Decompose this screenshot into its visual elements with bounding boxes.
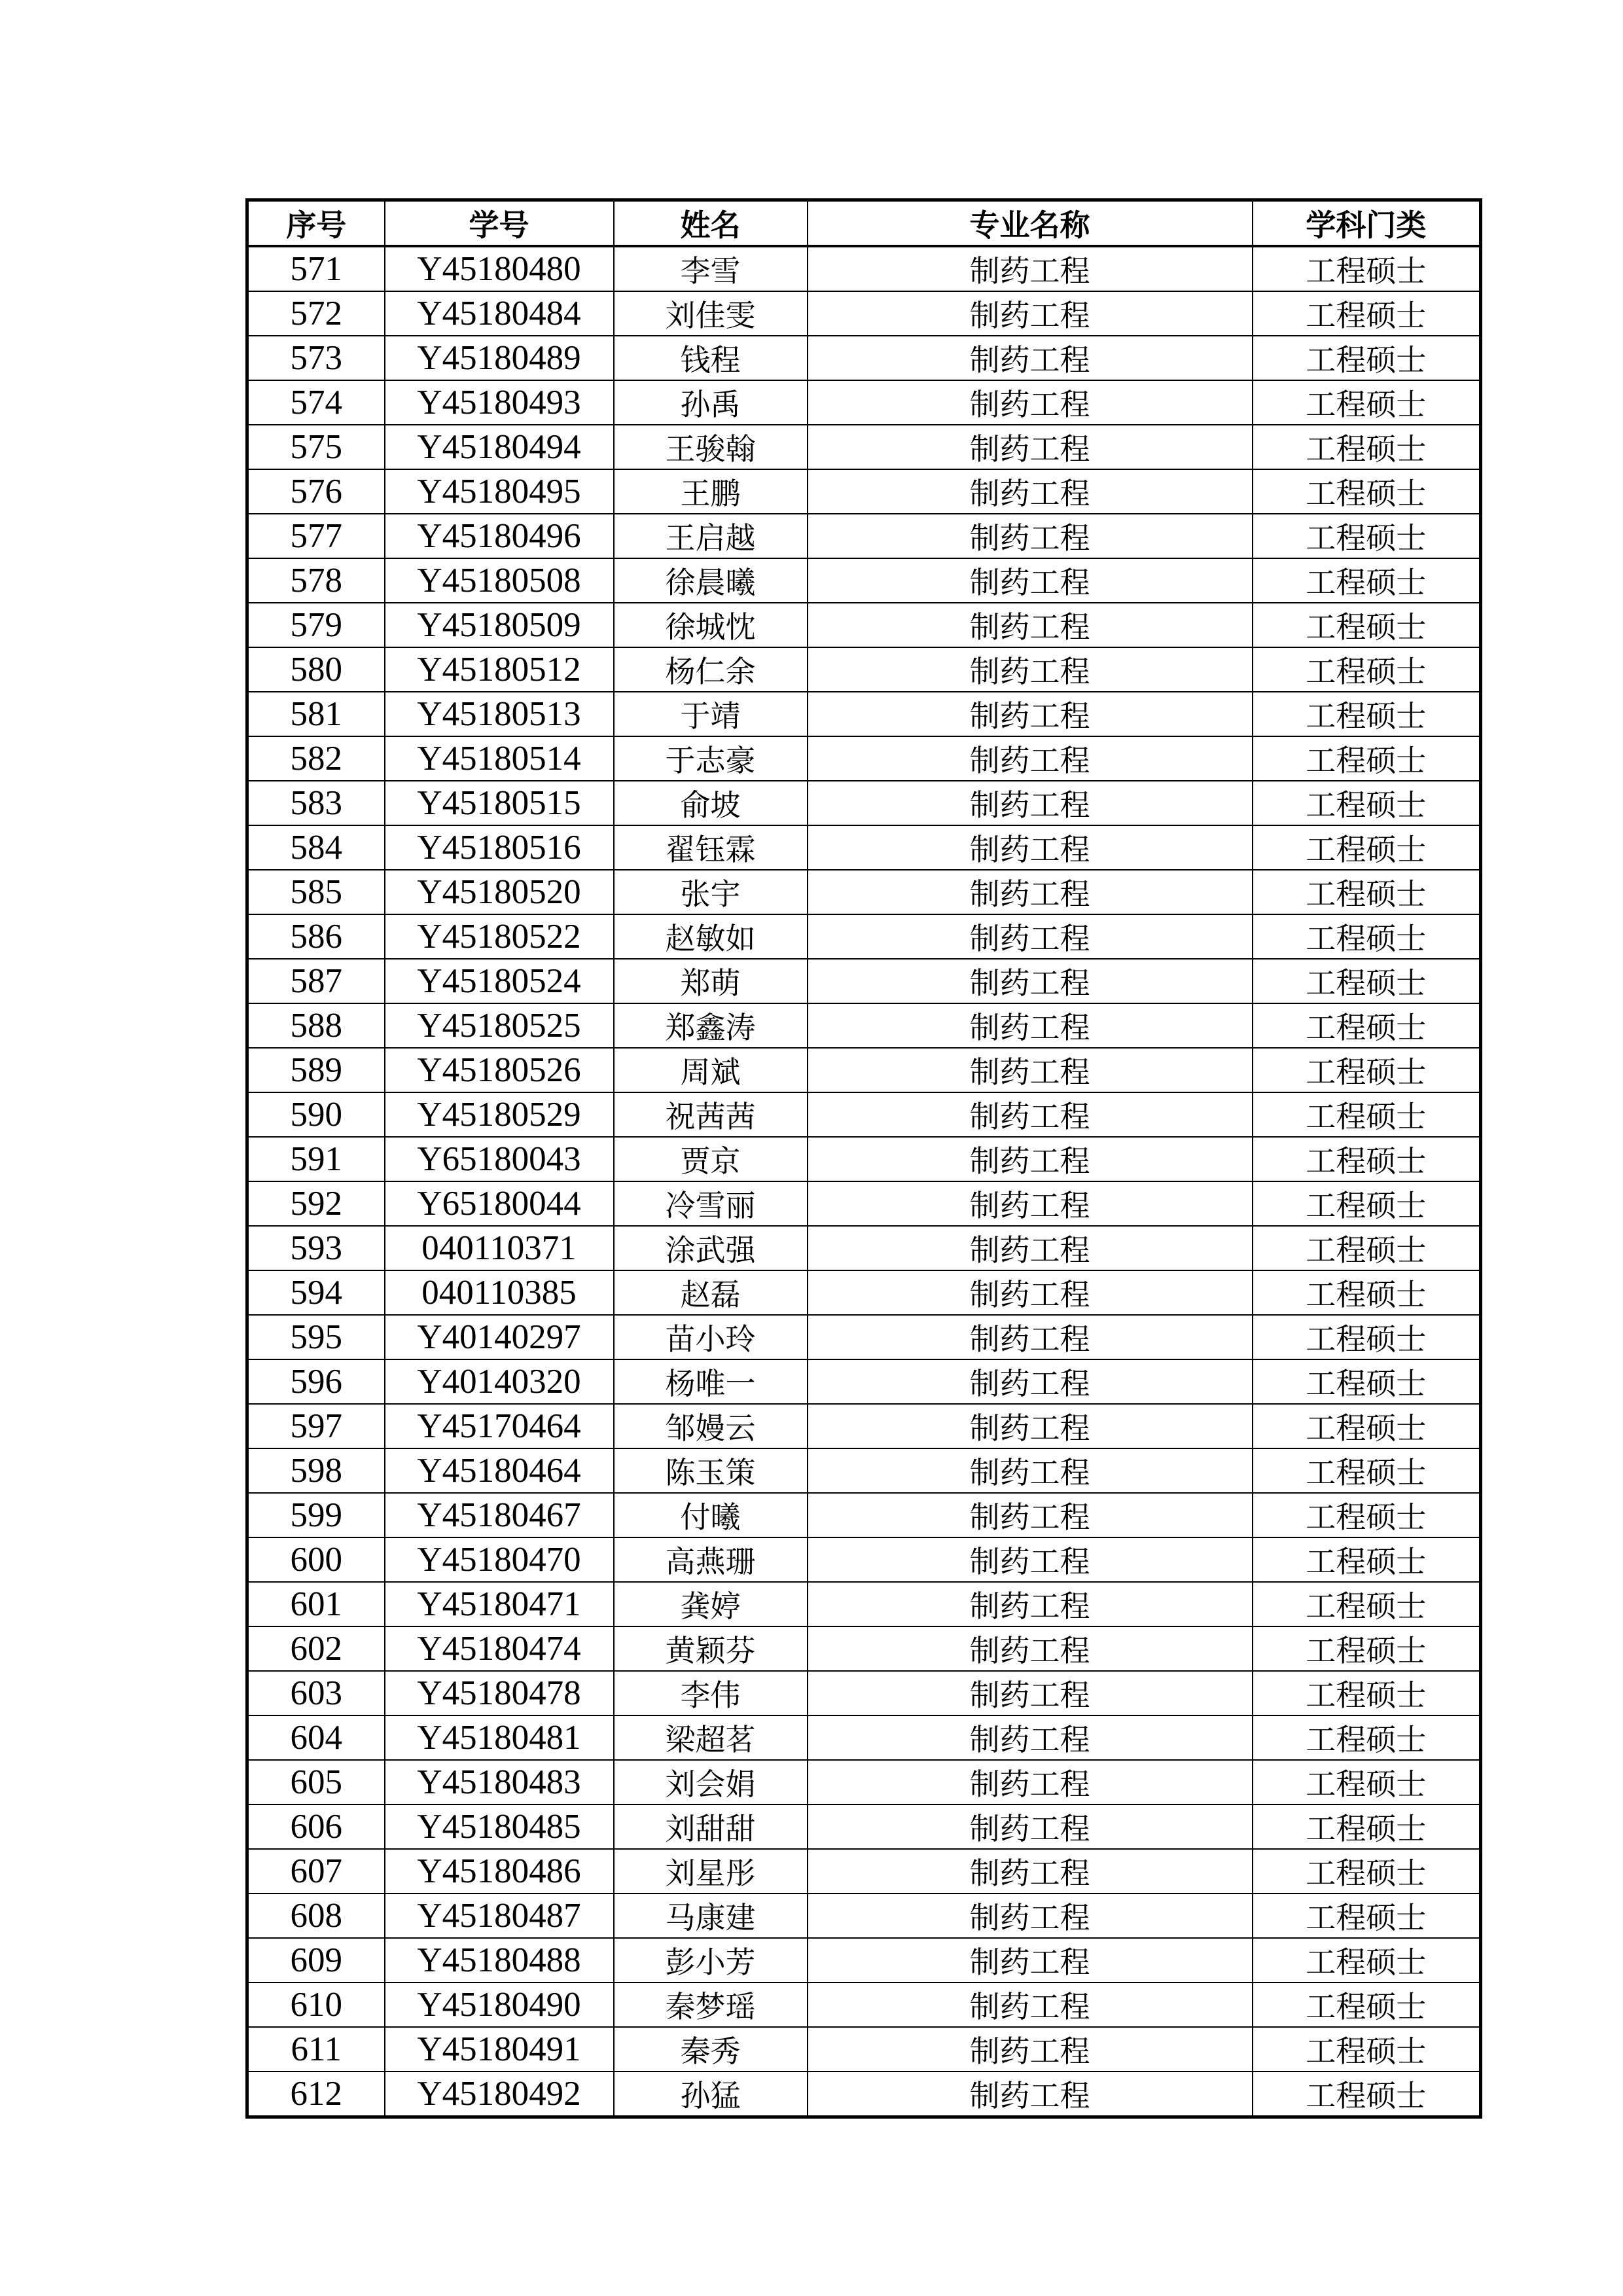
cell-index: 593 bbox=[247, 1226, 385, 1270]
cell-name: 李雪 bbox=[614, 246, 808, 291]
table-row bbox=[247, 1715, 1481, 1760]
cell-discipline: 工程硕士 bbox=[1253, 1893, 1481, 1938]
cell-name: 刘会娟 bbox=[614, 1760, 808, 1804]
cell-discipline: 工程硕士 bbox=[1253, 692, 1481, 736]
cell-student-id: Y45180487 bbox=[385, 1893, 614, 1938]
cell-student-id: Y45180490 bbox=[385, 1982, 614, 2027]
cell-major: 制药工程 bbox=[808, 914, 1253, 959]
cell-name: 赵磊 bbox=[614, 1270, 808, 1315]
cell-name: 黄颖芬 bbox=[614, 1626, 808, 1671]
cell-student-id: Y45180481 bbox=[385, 1715, 614, 1760]
cell-index: 604 bbox=[247, 1715, 385, 1760]
cell-major: 制药工程 bbox=[808, 380, 1253, 425]
cell-student-id: Y45180516 bbox=[385, 825, 614, 870]
table-row bbox=[247, 514, 1481, 558]
cell-major: 制药工程 bbox=[808, 1760, 1253, 1804]
cell-major: 制药工程 bbox=[808, 1582, 1253, 1626]
cell-name: 刘星彤 bbox=[614, 1849, 808, 1893]
cell-discipline: 工程硕士 bbox=[1253, 1448, 1481, 1493]
table-row bbox=[247, 1982, 1481, 2027]
cell-name: 付曦 bbox=[614, 1493, 808, 1537]
cell-discipline: 工程硕士 bbox=[1253, 736, 1481, 781]
cell-discipline: 工程硕士 bbox=[1253, 380, 1481, 425]
table-row bbox=[247, 1359, 1481, 1404]
cell-discipline: 工程硕士 bbox=[1253, 558, 1481, 603]
cell-name: 郑鑫涛 bbox=[614, 1003, 808, 1048]
cell-index: 584 bbox=[247, 825, 385, 870]
cell-student-id: 040110371 bbox=[385, 1226, 614, 1270]
cell-student-id: Y45180513 bbox=[385, 692, 614, 736]
cell-major: 制药工程 bbox=[808, 1893, 1253, 1938]
cell-index: 573 bbox=[247, 336, 385, 380]
cell-index: 610 bbox=[247, 1982, 385, 2027]
student-roster-table bbox=[245, 198, 1482, 2119]
cell-major: 制药工程 bbox=[808, 514, 1253, 558]
cell-major: 制药工程 bbox=[808, 603, 1253, 647]
cell-discipline: 工程硕士 bbox=[1253, 1982, 1481, 2027]
cell-index: 597 bbox=[247, 1404, 385, 1448]
table-row bbox=[247, 1893, 1481, 1938]
table-row bbox=[247, 781, 1481, 825]
cell-major: 制药工程 bbox=[808, 647, 1253, 692]
cell-name: 张宇 bbox=[614, 870, 808, 914]
table-row bbox=[247, 380, 1481, 425]
cell-student-id: Y45180480 bbox=[385, 246, 614, 291]
table-row bbox=[247, 870, 1481, 914]
cell-major: 制药工程 bbox=[808, 1626, 1253, 1671]
cell-student-id: Y45180464 bbox=[385, 1448, 614, 1493]
cell-student-id: Y45180467 bbox=[385, 1493, 614, 1537]
cell-name: 彭小芳 bbox=[614, 1938, 808, 1982]
cell-index: 611 bbox=[247, 2027, 385, 2072]
cell-name: 秦秀 bbox=[614, 2027, 808, 2072]
cell-student-id: Y45180484 bbox=[385, 291, 614, 336]
cell-student-id: Y40140320 bbox=[385, 1359, 614, 1404]
cell-student-id: Y45180522 bbox=[385, 914, 614, 959]
table-row bbox=[247, 1493, 1481, 1537]
cell-major: 制药工程 bbox=[808, 558, 1253, 603]
cell-index: 578 bbox=[247, 558, 385, 603]
cell-name: 翟钰霖 bbox=[614, 825, 808, 870]
table-row bbox=[247, 603, 1481, 647]
cell-index: 595 bbox=[247, 1315, 385, 1359]
cell-index: 579 bbox=[247, 603, 385, 647]
cell-discipline: 工程硕士 bbox=[1253, 1270, 1481, 1315]
cell-index: 609 bbox=[247, 1938, 385, 1982]
cell-index: 588 bbox=[247, 1003, 385, 1048]
table-row bbox=[247, 1804, 1481, 1849]
cell-name: 李伟 bbox=[614, 1671, 808, 1715]
cell-discipline: 工程硕士 bbox=[1253, 2072, 1481, 2117]
cell-discipline: 工程硕士 bbox=[1253, 1003, 1481, 1048]
cell-major: 制药工程 bbox=[808, 1493, 1253, 1537]
cell-name: 于靖 bbox=[614, 692, 808, 736]
cell-name: 杨唯一 bbox=[614, 1359, 808, 1404]
cell-index: 607 bbox=[247, 1849, 385, 1893]
cell-discipline: 工程硕士 bbox=[1253, 1626, 1481, 1671]
cell-major: 制药工程 bbox=[808, 1448, 1253, 1493]
cell-discipline: 工程硕士 bbox=[1253, 1849, 1481, 1893]
cell-student-id: Y45180509 bbox=[385, 603, 614, 647]
table-row bbox=[247, 336, 1481, 380]
cell-name: 苗小玲 bbox=[614, 1315, 808, 1359]
column-header-student-id: 学号 bbox=[385, 200, 614, 247]
cell-major: 制药工程 bbox=[808, 1671, 1253, 1715]
cell-name: 徐城忱 bbox=[614, 603, 808, 647]
table-row bbox=[247, 736, 1481, 781]
cell-index: 577 bbox=[247, 514, 385, 558]
cell-name: 祝茜茜 bbox=[614, 1092, 808, 1137]
cell-major: 制药工程 bbox=[808, 425, 1253, 469]
cell-discipline: 工程硕士 bbox=[1253, 291, 1481, 336]
cell-student-id: Y45180489 bbox=[385, 336, 614, 380]
column-header-discipline: 学科门类 bbox=[1253, 200, 1481, 247]
cell-discipline: 工程硕士 bbox=[1253, 1226, 1481, 1270]
cell-index: 576 bbox=[247, 469, 385, 514]
cell-discipline: 工程硕士 bbox=[1253, 336, 1481, 380]
cell-student-id: Y45180496 bbox=[385, 514, 614, 558]
cell-discipline: 工程硕士 bbox=[1253, 514, 1481, 558]
cell-discipline: 工程硕士 bbox=[1253, 1804, 1481, 1849]
cell-student-id: Y45180491 bbox=[385, 2027, 614, 2072]
column-header-index: 序号 bbox=[247, 200, 385, 247]
table-row bbox=[247, 558, 1481, 603]
cell-name: 涂武强 bbox=[614, 1226, 808, 1270]
cell-major: 制药工程 bbox=[808, 1092, 1253, 1137]
cell-student-id: Y65180043 bbox=[385, 1137, 614, 1181]
cell-major: 制药工程 bbox=[808, 1003, 1253, 1048]
cell-name: 王骏翰 bbox=[614, 425, 808, 469]
cell-index: 574 bbox=[247, 380, 385, 425]
cell-discipline: 工程硕士 bbox=[1253, 781, 1481, 825]
cell-major: 制药工程 bbox=[808, 336, 1253, 380]
cell-major: 制药工程 bbox=[808, 1137, 1253, 1181]
cell-index: 586 bbox=[247, 914, 385, 959]
cell-major: 制药工程 bbox=[808, 1226, 1253, 1270]
cell-major: 制药工程 bbox=[808, 959, 1253, 1003]
cell-index: 582 bbox=[247, 736, 385, 781]
table-row bbox=[247, 1270, 1481, 1315]
cell-name: 杨仁余 bbox=[614, 647, 808, 692]
cell-student-id: Y45180526 bbox=[385, 1048, 614, 1092]
cell-student-id: Y45180488 bbox=[385, 1938, 614, 1982]
table-row bbox=[247, 647, 1481, 692]
cell-student-id: Y45180493 bbox=[385, 380, 614, 425]
cell-major: 制药工程 bbox=[808, 1982, 1253, 2027]
cell-index: 575 bbox=[247, 425, 385, 469]
table-row bbox=[247, 1092, 1481, 1137]
cell-index: 603 bbox=[247, 1671, 385, 1715]
cell-major: 制药工程 bbox=[808, 1938, 1253, 1982]
table-row bbox=[247, 1226, 1481, 1270]
table-row bbox=[247, 1448, 1481, 1493]
cell-discipline: 工程硕士 bbox=[1253, 1359, 1481, 1404]
table-row bbox=[247, 1760, 1481, 1804]
table-row bbox=[247, 1137, 1481, 1181]
table-row bbox=[247, 959, 1481, 1003]
cell-index: 590 bbox=[247, 1092, 385, 1137]
cell-index: 612 bbox=[247, 2072, 385, 2117]
cell-index: 600 bbox=[247, 1537, 385, 1582]
cell-student-id: Y45180514 bbox=[385, 736, 614, 781]
cell-major: 制药工程 bbox=[808, 1404, 1253, 1448]
cell-index: 601 bbox=[247, 1582, 385, 1626]
cell-student-id: Y45180529 bbox=[385, 1092, 614, 1137]
cell-student-id: Y45180485 bbox=[385, 1804, 614, 1849]
cell-major: 制药工程 bbox=[808, 469, 1253, 514]
table-row bbox=[247, 1003, 1481, 1048]
cell-name: 孙猛 bbox=[614, 2072, 808, 2117]
cell-index: 602 bbox=[247, 1626, 385, 1671]
cell-index: 598 bbox=[247, 1448, 385, 1493]
cell-discipline: 工程硕士 bbox=[1253, 469, 1481, 514]
cell-index: 585 bbox=[247, 870, 385, 914]
cell-name: 龚婷 bbox=[614, 1582, 808, 1626]
cell-discipline: 工程硕士 bbox=[1253, 1048, 1481, 1092]
table-row bbox=[247, 425, 1481, 469]
cell-discipline: 工程硕士 bbox=[1253, 2027, 1481, 2072]
table-row bbox=[247, 1938, 1481, 1982]
cell-index: 581 bbox=[247, 692, 385, 736]
table-row bbox=[247, 1582, 1481, 1626]
cell-name: 孙禹 bbox=[614, 380, 808, 425]
cell-name: 高燕珊 bbox=[614, 1537, 808, 1582]
cell-student-id: Y45180508 bbox=[385, 558, 614, 603]
cell-name: 王启越 bbox=[614, 514, 808, 558]
cell-name: 于志豪 bbox=[614, 736, 808, 781]
cell-name: 周斌 bbox=[614, 1048, 808, 1092]
cell-discipline: 工程硕士 bbox=[1253, 959, 1481, 1003]
cell-index: 606 bbox=[247, 1804, 385, 1849]
table-row bbox=[247, 914, 1481, 959]
table-body bbox=[247, 246, 1481, 2117]
cell-discipline: 工程硕士 bbox=[1253, 603, 1481, 647]
cell-discipline: 工程硕士 bbox=[1253, 1092, 1481, 1137]
cell-discipline: 工程硕士 bbox=[1253, 1938, 1481, 1982]
cell-index: 605 bbox=[247, 1760, 385, 1804]
table-row bbox=[247, 692, 1481, 736]
cell-major: 制药工程 bbox=[808, 781, 1253, 825]
cell-student-id: Y45180512 bbox=[385, 647, 614, 692]
cell-major: 制药工程 bbox=[808, 1537, 1253, 1582]
cell-name: 郑萌 bbox=[614, 959, 808, 1003]
cell-index: 596 bbox=[247, 1359, 385, 1404]
cell-major: 制药工程 bbox=[808, 1048, 1253, 1092]
table-row bbox=[247, 1315, 1481, 1359]
cell-discipline: 工程硕士 bbox=[1253, 1715, 1481, 1760]
cell-major: 制药工程 bbox=[808, 1849, 1253, 1893]
cell-student-id: Y45180492 bbox=[385, 2072, 614, 2117]
cell-student-id: Y65180044 bbox=[385, 1181, 614, 1226]
cell-discipline: 工程硕士 bbox=[1253, 1671, 1481, 1715]
cell-major: 制药工程 bbox=[808, 692, 1253, 736]
table-row bbox=[247, 1048, 1481, 1092]
cell-index: 571 bbox=[247, 246, 385, 291]
cell-name: 梁超茗 bbox=[614, 1715, 808, 1760]
cell-major: 制药工程 bbox=[808, 291, 1253, 336]
cell-student-id: Y45180524 bbox=[385, 959, 614, 1003]
cell-index: 580 bbox=[247, 647, 385, 692]
cell-student-id: Y45180486 bbox=[385, 1849, 614, 1893]
cell-index: 591 bbox=[247, 1137, 385, 1181]
cell-discipline: 工程硕士 bbox=[1253, 914, 1481, 959]
cell-major: 制药工程 bbox=[808, 825, 1253, 870]
table-header bbox=[247, 200, 1481, 247]
cell-name: 赵敏如 bbox=[614, 914, 808, 959]
cell-index: 592 bbox=[247, 1181, 385, 1226]
cell-discipline: 工程硕士 bbox=[1253, 246, 1481, 291]
cell-name: 陈玉策 bbox=[614, 1448, 808, 1493]
cell-student-id: Y45180470 bbox=[385, 1537, 614, 1582]
cell-major: 制药工程 bbox=[808, 1715, 1253, 1760]
cell-major: 制药工程 bbox=[808, 1181, 1253, 1226]
cell-name: 刘佳雯 bbox=[614, 291, 808, 336]
cell-name: 王鹏 bbox=[614, 469, 808, 514]
table-row bbox=[247, 1537, 1481, 1582]
table-row bbox=[247, 2072, 1481, 2117]
table-row bbox=[247, 1626, 1481, 1671]
cell-student-id: Y40140297 bbox=[385, 1315, 614, 1359]
cell-student-id: Y45180525 bbox=[385, 1003, 614, 1048]
cell-name: 冷雪丽 bbox=[614, 1181, 808, 1226]
cell-major: 制药工程 bbox=[808, 1270, 1253, 1315]
cell-name: 邹嫚云 bbox=[614, 1404, 808, 1448]
cell-major: 制药工程 bbox=[808, 736, 1253, 781]
cell-major: 制药工程 bbox=[808, 1359, 1253, 1404]
cell-discipline: 工程硕士 bbox=[1253, 1760, 1481, 1804]
cell-student-id: Y45180515 bbox=[385, 781, 614, 825]
column-header-major: 专业名称 bbox=[808, 200, 1253, 247]
cell-name: 马康建 bbox=[614, 1893, 808, 1938]
cell-discipline: 工程硕士 bbox=[1253, 870, 1481, 914]
cell-discipline: 工程硕士 bbox=[1253, 1137, 1481, 1181]
cell-student-id: Y45180474 bbox=[385, 1626, 614, 1671]
cell-student-id: Y45180471 bbox=[385, 1582, 614, 1626]
cell-name: 刘甜甜 bbox=[614, 1804, 808, 1849]
cell-index: 583 bbox=[247, 781, 385, 825]
table-row bbox=[247, 1404, 1481, 1448]
cell-student-id: Y45180520 bbox=[385, 870, 614, 914]
table-row bbox=[247, 825, 1481, 870]
cell-major: 制药工程 bbox=[808, 2072, 1253, 2117]
cell-name: 贾京 bbox=[614, 1137, 808, 1181]
cell-major: 制药工程 bbox=[808, 2027, 1253, 2072]
cell-student-id: 040110385 bbox=[385, 1270, 614, 1315]
cell-student-id: Y45170464 bbox=[385, 1404, 614, 1448]
column-header-name: 姓名 bbox=[614, 200, 808, 247]
cell-discipline: 工程硕士 bbox=[1253, 1315, 1481, 1359]
cell-index: 594 bbox=[247, 1270, 385, 1315]
cell-discipline: 工程硕士 bbox=[1253, 1493, 1481, 1537]
cell-discipline: 工程硕士 bbox=[1253, 825, 1481, 870]
table-row bbox=[247, 1181, 1481, 1226]
cell-discipline: 工程硕士 bbox=[1253, 1181, 1481, 1226]
cell-discipline: 工程硕士 bbox=[1253, 1582, 1481, 1626]
cell-major: 制药工程 bbox=[808, 1804, 1253, 1849]
cell-index: 572 bbox=[247, 291, 385, 336]
cell-major: 制药工程 bbox=[808, 870, 1253, 914]
cell-discipline: 工程硕士 bbox=[1253, 1404, 1481, 1448]
table-row bbox=[247, 1671, 1481, 1715]
cell-student-id: Y45180494 bbox=[385, 425, 614, 469]
cell-index: 589 bbox=[247, 1048, 385, 1092]
cell-discipline: 工程硕士 bbox=[1253, 425, 1481, 469]
cell-major: 制药工程 bbox=[808, 1315, 1253, 1359]
cell-name: 秦梦瑶 bbox=[614, 1982, 808, 2027]
cell-index: 599 bbox=[247, 1493, 385, 1537]
cell-name: 钱程 bbox=[614, 336, 808, 380]
cell-discipline: 工程硕士 bbox=[1253, 647, 1481, 692]
cell-student-id: Y45180478 bbox=[385, 1671, 614, 1715]
table-header-row bbox=[247, 200, 1481, 247]
table-row bbox=[247, 469, 1481, 514]
table-row bbox=[247, 246, 1481, 291]
cell-discipline: 工程硕士 bbox=[1253, 1537, 1481, 1582]
cell-name: 俞坡 bbox=[614, 781, 808, 825]
cell-major: 制药工程 bbox=[808, 246, 1253, 291]
cell-student-id: Y45180495 bbox=[385, 469, 614, 514]
cell-student-id: Y45180483 bbox=[385, 1760, 614, 1804]
table-row bbox=[247, 1849, 1481, 1893]
table-row bbox=[247, 291, 1481, 336]
cell-name: 徐晨曦 bbox=[614, 558, 808, 603]
table-row bbox=[247, 2027, 1481, 2072]
cell-index: 587 bbox=[247, 959, 385, 1003]
cell-index: 608 bbox=[247, 1893, 385, 1938]
